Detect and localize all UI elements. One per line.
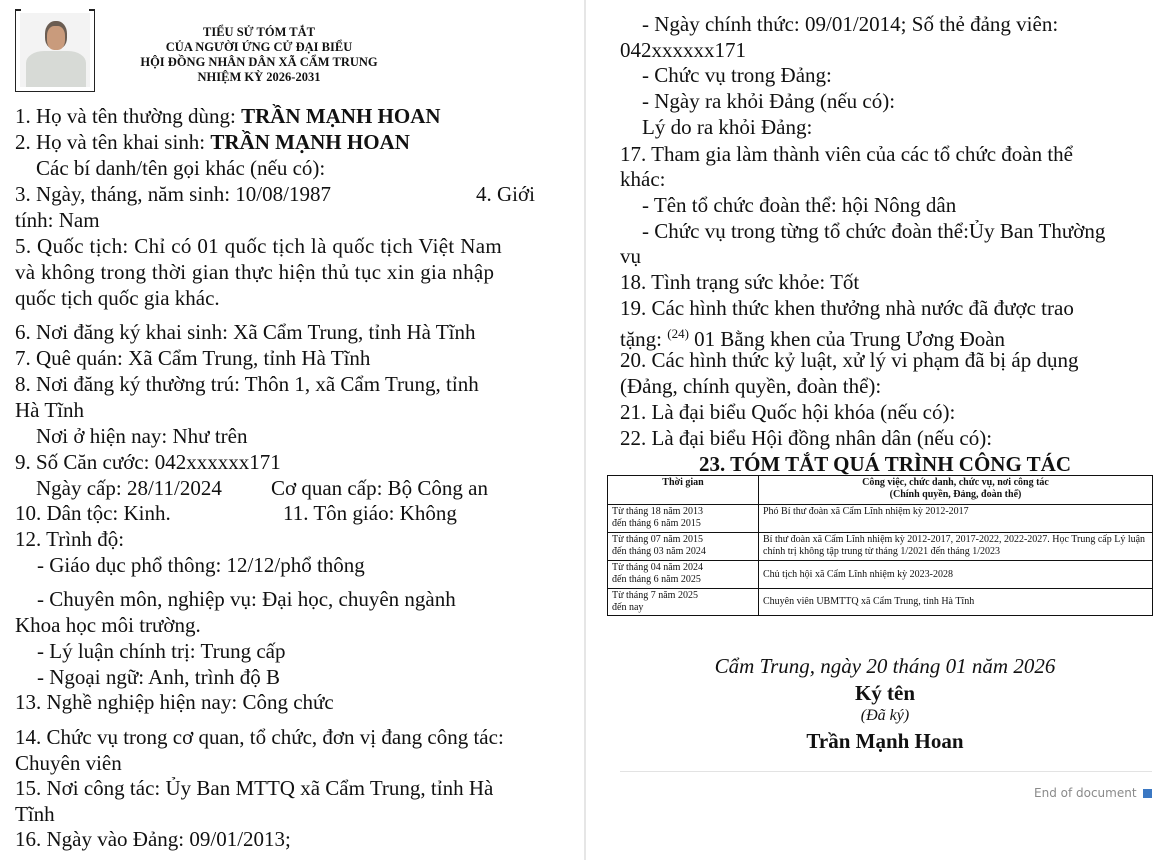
- row-time: Từ tháng 07 năm 2015 đến tháng 03 năm 2024: [608, 533, 759, 561]
- field-ethnicity: 10. Dân tộc: Kinh.: [15, 501, 171, 525]
- table-row: [608, 533, 1153, 561]
- field-birth-name: 2. Họ và tên khai sinh: TRẦN MẠNH HOAN: [15, 130, 410, 154]
- field-organization-role-cont: vụ: [620, 244, 641, 268]
- field-discipline-cont: (Đảng, chính quyền, đoàn thể):: [620, 374, 882, 398]
- signed-note: (Đã ký): [860, 707, 910, 724]
- field-education: 12. Trình độ:: [15, 527, 125, 551]
- work-history-heading: 23. TÓM TẮT QUÁ TRÌNH CÔNG TÁC: [698, 452, 1072, 476]
- field-position: 14. Chức vụ trong cơ quan, tổ chức, đơn vị đang công tác:: [15, 725, 504, 749]
- field-awards-cont: tặng: $^{(24)}$ 01 Bằng khen của Trung Ương Đoàn: [620, 326, 1006, 351]
- end-marker-icon: [1143, 789, 1152, 798]
- signer-name: Trần Mạnh Hoan: [806, 729, 964, 753]
- field-party-leave-date: - Ngày ra khỏi Đảng (nếu có):: [642, 89, 896, 113]
- field-party-official-date: - Ngày chính thức: 09/01/2014; Số thẻ đảng viên:: [642, 12, 1059, 36]
- field-hometown: 7. Quê quán: Xã Cẩm Trung, tỉnh Hà Tĩnh: [15, 346, 371, 370]
- field-nationality-cont: và không trong thời gian thực hiện thủ tục xin gia nhập: [15, 260, 495, 284]
- candidate-photo: [15, 9, 95, 92]
- field-birthdate: 3. Ngày, tháng, năm sinh: 10/08/1987: [15, 182, 331, 206]
- field-party-join-date: 16. Ngày vào Đảng: 09/01/2013;: [15, 827, 291, 851]
- field-aliases: Các bí danh/tên gọi khác (nếu có):: [36, 156, 326, 180]
- field-political-theory: - Lý luận chính trị: Trung cấp: [37, 639, 286, 663]
- field-occupation: 13. Nghề nghiệp hiện nay: Công chức: [15, 690, 334, 714]
- field-position-cont: Chuyên viên: [15, 751, 122, 775]
- table-header-row: [608, 476, 1153, 505]
- field-foreign-language: - Ngoại ngữ: Anh, trình độ B: [37, 665, 280, 689]
- field-nationality-cont: quốc tịch quốc gia khác.: [15, 286, 220, 310]
- row-work: Phó Bí thư đoàn xã Cẩm Lĩnh nhiệm kỳ 2012-2017: [759, 505, 1153, 533]
- title-line: NHIỆM KỲ 2026-2031: [197, 70, 321, 84]
- field-health: 18. Tình trạng sức khỏe: Tốt: [620, 270, 860, 294]
- field-awards: 19. Các hình thức khen thưởng nhà nước đã được trao: [620, 296, 1074, 320]
- field-current-residence: Nơi ở hiện nay: Như trên: [36, 424, 248, 448]
- row-time: Từ tháng 04 năm 2024 đến tháng 6 năm 2025: [608, 561, 759, 589]
- field-professional-cont: Khoa học môi trường.: [15, 613, 201, 637]
- title-line: CỦA NGƯỜI ỨNG CỬ ĐẠI BIỂU: [165, 40, 353, 54]
- field-organizations: 17. Tham gia làm thành viên của các tổ chức đoàn thể: [620, 142, 1073, 166]
- field-gender-label: 4. Giới: [476, 182, 535, 206]
- field-permanent-residence: 8. Nơi đăng ký thường trú: Thôn 1, xã Cẩm Trung, tỉnh: [15, 372, 479, 396]
- title-line: TIỂU SỬ TÓM TẮT: [203, 25, 315, 39]
- field-workplace: 15. Nơi công tác: Ủy Ban MTTQ xã Cẩm Trung, tỉnh Hà: [15, 776, 494, 800]
- field-party-leave-reason: Lý do ra khỏi Đảng:: [642, 115, 813, 139]
- field-organization-name: - Tên tổ chức đoàn thể: hội Nông dân: [642, 193, 957, 217]
- field-general-education: - Giáo dục phổ thông: 12/12/phổ thông: [37, 553, 365, 577]
- column-header-time: Thời gian: [608, 476, 759, 505]
- field-national-assembly: 21. Là đại biểu Quốc hội khóa (nếu có):: [620, 400, 956, 424]
- field-id-issuer: Cơ quan cấp: Bộ Công an: [271, 476, 488, 500]
- row-time: Từ tháng 7 năm 2025 đến nay: [608, 589, 759, 616]
- field-birth-registration: 6. Nơi đăng ký khai sinh: Xã Cẩm Trung, tỉnh Hà Tĩnh: [15, 320, 476, 344]
- field-id-number: 9. Số Căn cước: 042xxxxxx171: [15, 450, 281, 474]
- field-organization-role: - Chức vụ trong từng tổ chức đoàn thể:Ủy Ban Thường: [642, 219, 1106, 243]
- field-professional: - Chuyên môn, nghiệp vụ: Đại học, chuyên ngành: [37, 587, 456, 611]
- field-common-name: 1. Họ và tên thường dùng: TRẦN MẠNH HOAN: [15, 104, 441, 128]
- table-row: [608, 561, 1153, 589]
- field-nationality: 5. Quốc tịch: Chỉ có 01 quốc tịch là quốc tịch Việt Nam: [15, 234, 503, 258]
- table-row: [608, 589, 1153, 616]
- page-divider: [584, 0, 586, 860]
- field-workplace-cont: Tĩnh: [15, 802, 55, 826]
- row-work: Chuyên viên UBMTTQ xã Cẩm Trung, tỉnh Hà Tĩnh: [759, 589, 1153, 616]
- field-gender: tính: Nam: [15, 208, 100, 232]
- sign-label: Ký tên: [854, 681, 916, 705]
- end-of-document-label: End of document: [1034, 786, 1137, 800]
- field-discipline: 20. Các hình thức kỷ luật, xử lý vi phạm đã bị áp dụng: [620, 348, 1079, 372]
- field-permanent-residence-cont: Hà Tĩnh: [15, 398, 85, 422]
- document-title: [100, 25, 418, 85]
- column-header-work: Công việc, chức danh, chức vụ, nơi công tác (Chính quyền, Đảng, đoàn thể): [759, 476, 1153, 505]
- field-party-position: - Chức vụ trong Đảng:: [642, 63, 832, 87]
- field-id-issue-date: Ngày cấp: 28/11/2024: [36, 476, 222, 500]
- field-organizations-cont: khác:: [620, 167, 666, 191]
- place-date: Cẩm Trung, ngày 20 tháng 01 năm 2026: [714, 654, 1056, 678]
- row-work: Chủ tịch hội xã Cẩm Lĩnh nhiệm kỳ 2023-2028: [759, 561, 1153, 589]
- end-divider: [620, 771, 1152, 772]
- table-row: [608, 505, 1153, 533]
- row-work: Bí thư đoàn xã Cẩm Lĩnh nhiệm kỳ 2012-2017, 2017-2022, 2022-2027. Học Trung cấp Lý luận chính trị không tập trung từ tháng 1/2021 đến tháng 1/2023: [759, 533, 1153, 561]
- field-party-card: 042xxxxxx171: [620, 38, 746, 62]
- field-peoples-council: 22. Là đại biểu Hội đồng nhân dân (nếu có):: [620, 426, 993, 450]
- field-religion: 11. Tôn giáo: Không: [283, 501, 457, 525]
- work-history-table: [607, 475, 1153, 616]
- title-line: HỘI ĐỒNG NHÂN DÂN XÃ CẨM TRUNG: [140, 55, 378, 69]
- row-time: Từ tháng 18 năm 2013 đến tháng 6 năm 2015: [608, 505, 759, 533]
